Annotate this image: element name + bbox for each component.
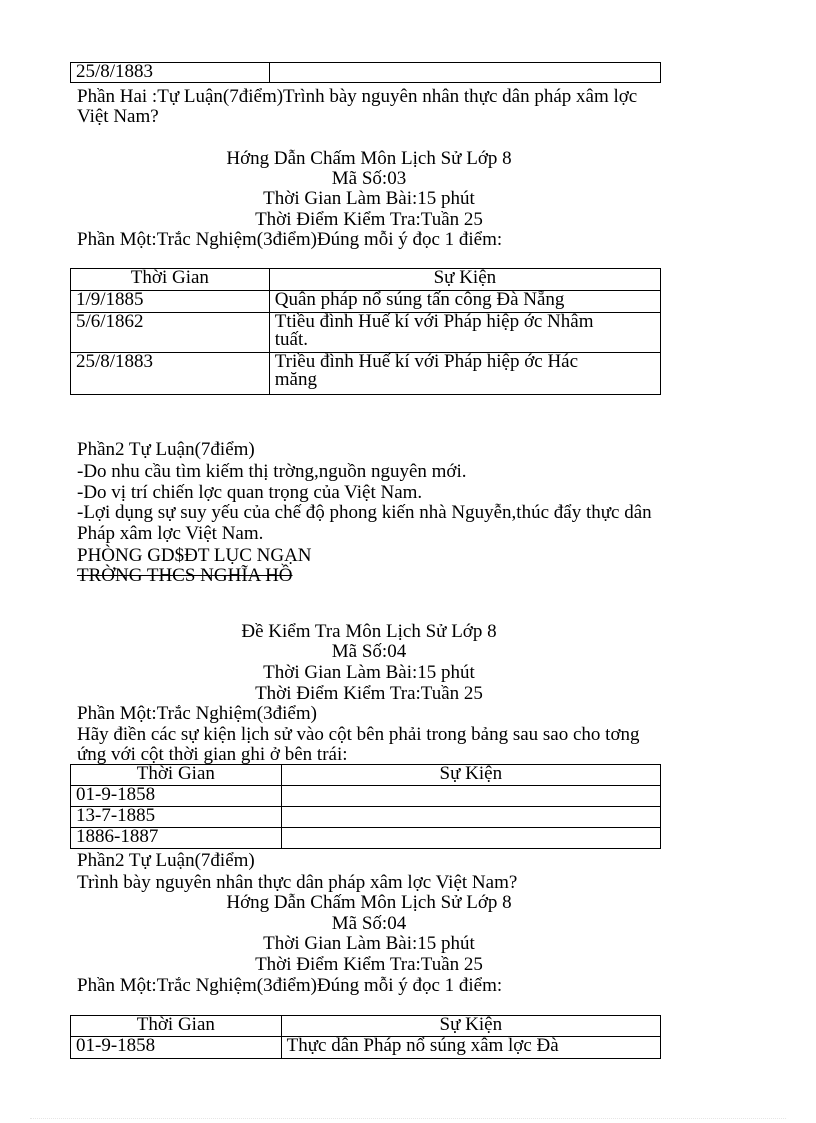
table-cell-event: [281, 828, 660, 849]
header-time: Thời Gian: [71, 269, 270, 291]
event-text: Triều đình Huế kí với Pháp hiệp ớc Hác: [274, 352, 579, 372]
table-cell-event: [281, 786, 660, 807]
exam-instruction-line: ứng với cột thời gian ghi ở bên trái:: [77, 744, 348, 765]
guide-week: Thời Điểm Kiểm Tra:Tuần 25: [255, 954, 483, 975]
table-row: [71, 1037, 661, 1059]
guide-duration: Thời Gian Làm Bài:15 phút: [263, 933, 475, 954]
table-cell-date: 25/8/1883: [71, 353, 270, 395]
essay-answer-line: Pháp xâm lợc Việt Nam.: [77, 523, 264, 544]
guide-part1-title: Phần Một:Trắc Nghiệm(3điểm)Đúng mỗi ý đọc 1 điểm:: [77, 229, 503, 250]
header-event: Sự Kiện: [281, 765, 660, 786]
table-cell-event: [269, 353, 660, 395]
table-cell-date: 1886-1887: [71, 828, 282, 849]
exam-duration: Thời Gian Làm Bài:15 phút: [263, 662, 475, 683]
event-text: Quân pháp nổ súng tấn công Đà Nẵng: [274, 290, 565, 310]
table-header-row: [71, 1016, 661, 1037]
table-cell-event: [269, 291, 660, 313]
event-text: măng: [274, 369, 317, 390]
exam-instruction-line: Hãy điền các sự kiện lịch sử vào cột bên phải trong bảng sau sao cho tơng: [77, 724, 640, 745]
header-event: Sự Kiện: [269, 269, 660, 291]
table-cell-date: 01-9-1858: [71, 786, 282, 807]
exam-part2-title: Phần2 Tự Luận(7điểm): [77, 850, 255, 871]
table-row: [71, 63, 661, 83]
table-row: [71, 828, 661, 849]
guide-duration: Thời Gian Làm Bài:15 phút: [263, 188, 475, 209]
table-row: [71, 313, 661, 353]
exam-part1-title: Phần Một:Trắc Nghiệm(3điểm): [77, 703, 317, 724]
guide-title: Hớng Dẫn Chấm Môn Lịch Sử Lớp 8: [226, 892, 512, 913]
table-row: [71, 807, 661, 828]
event-text: tuất.: [274, 329, 308, 350]
table-header-row: [71, 269, 661, 291]
exam4-fill-table: [70, 764, 661, 849]
table-cell-date: 25/8/1883: [71, 63, 270, 83]
table-header-row: [71, 765, 661, 786]
event-text: Ttiều đình Huế kí với Pháp hiệp ớc Nhâm: [274, 312, 594, 332]
top-answer-table: [70, 62, 661, 83]
table-row: [71, 353, 661, 395]
essay-answer-title: Phần2 Tự Luận(7điểm): [77, 439, 255, 460]
table-cell-date: 01-9-1858: [71, 1037, 282, 1059]
table-row: [71, 786, 661, 807]
header-time: Thời Gian: [71, 1016, 282, 1037]
table-cell-date: 5/6/1862: [71, 313, 270, 353]
guide3-answer-table: [70, 268, 661, 395]
school-name: TRỜNG THCS NGHĨA HỒ: [77, 565, 293, 586]
essay-answer-line: -Lợi dụng sự suy yếu của chế độ phong kiến nhà Nguyễn,thúc đẩy thực dân: [77, 502, 652, 523]
exam-week: Thời Điểm Kiểm Tra:Tuần 25: [255, 683, 483, 704]
guide-code: Mã Số:04: [331, 913, 407, 934]
header-event: Sự Kiện: [281, 1016, 660, 1037]
essay-answer-line: -Do nhu cầu tìm kiếm thị trờng,nguồn nguyên mới.: [77, 461, 467, 482]
essay-answer-line: -Do vị trí chiến lợc quan trọng của Việt Nam.: [77, 482, 423, 503]
table-cell-date: 1/9/1885: [71, 291, 270, 313]
header-time: Thời Gian: [71, 765, 282, 786]
guide-title: Hớng Dẫn Chấm Môn Lịch Sử Lớp 8: [226, 148, 512, 169]
guide4-answer-table: [70, 1015, 661, 1059]
guide-part1-title: Phần Một:Trắc Nghiệm(3điểm)Đúng mỗi ý đọc 1 điểm:: [77, 975, 503, 996]
guide-code: Mã Số:03: [331, 168, 407, 189]
table-cell-event: Thực dân Pháp nổ súng xâm lợc Đà: [281, 1037, 660, 1059]
page-footer-rule: [30, 1118, 786, 1119]
guide-week: Thời Điểm Kiểm Tra:Tuần 25: [255, 209, 483, 230]
exam-title: Đề Kiểm Tra Môn Lịch Sử Lớp 8: [241, 621, 497, 642]
essay-question-line: Phần Hai :Tự Luận(7điểm)Trình bày nguyên nhân thực dân pháp xâm lợc: [77, 86, 638, 107]
essay-question-line: Việt Nam?: [77, 106, 159, 127]
table-cell-event: [269, 313, 660, 353]
table-cell-event: [281, 807, 660, 828]
department-name: PHÒNG GD$ĐT LỤC NGẠN: [77, 545, 312, 566]
table-cell-event: [269, 63, 660, 83]
table-cell-date: 13-7-1885: [71, 807, 282, 828]
exam-code: Mã Số:04: [331, 641, 407, 662]
table-row: [71, 291, 661, 313]
exam-part2-question: Trình bày nguyên nhân thực dân pháp xâm lợc Việt Nam?: [77, 872, 518, 893]
